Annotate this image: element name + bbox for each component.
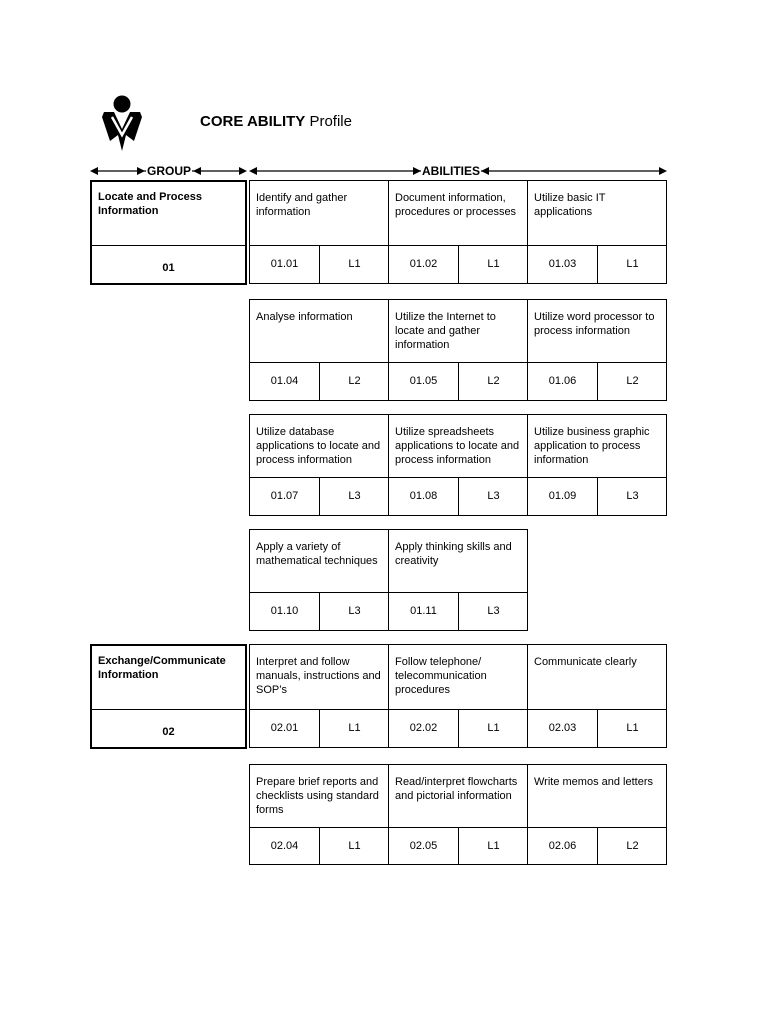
ability-description: Communicate clearly <box>534 656 637 668</box>
ability-level: L1 <box>348 840 361 852</box>
ability-description: Read/interpret flowcharts and pictorial information <box>395 776 518 802</box>
ability-code: 02.04 <box>270 840 299 852</box>
ability-cell <box>527 180 667 284</box>
ability-code: 01.05 <box>409 375 438 387</box>
ability-code: 02.03 <box>548 722 577 734</box>
ability-level: L3 <box>348 605 361 617</box>
abilities-header-label: ABILITIES <box>422 164 481 178</box>
group-name: Locate and Process Information <box>98 191 202 217</box>
ability-code: 02.02 <box>409 722 438 734</box>
ability-description: Prepare brief reports and checklists using standard forms <box>256 776 379 816</box>
ability-code: 02.06 <box>548 840 577 852</box>
ability-code: 01.02 <box>409 258 438 270</box>
ability-level: L2 <box>348 375 361 387</box>
ability-code: 01.03 <box>548 258 577 270</box>
abilities-header <box>249 164 667 178</box>
ability-cell <box>388 644 528 748</box>
group-box <box>90 644 247 749</box>
ability-cell <box>388 299 528 401</box>
ability-description: Utilize spreadsheets applications to locate and process information <box>395 426 520 466</box>
ability-level: L3 <box>626 490 639 502</box>
ability-cell <box>527 299 667 401</box>
ability-code: 01.08 <box>409 490 438 502</box>
ability-code: 01.01 <box>270 258 299 270</box>
ability-level: L1 <box>626 722 639 734</box>
ability-level: L1 <box>487 258 500 270</box>
ability-cell <box>249 180 389 284</box>
ability-code: 02.01 <box>270 722 299 734</box>
logo-icon <box>100 95 144 151</box>
ability-cell <box>249 529 389 631</box>
ability-description: Utilize word processor to process information <box>534 311 655 337</box>
ability-description: Write memos and letters <box>534 776 654 788</box>
ability-cell <box>388 180 528 284</box>
group-header <box>90 164 247 178</box>
group-divider <box>92 709 245 710</box>
ability-cell <box>527 644 667 748</box>
ability-code: 01.04 <box>270 375 299 387</box>
ability-cell <box>388 529 528 631</box>
ability-level: L1 <box>487 840 500 852</box>
ability-description: Interpret and follow manuals, instructions and SOP’s <box>256 656 381 696</box>
ability-description: Identify and gather information <box>256 192 348 218</box>
ability-code: 01.11 <box>410 605 437 617</box>
ability-description: Apply a variety of mathematical techniques <box>256 541 378 567</box>
ability-description: Analyse information <box>256 311 353 323</box>
group-header-label: GROUP <box>147 164 192 178</box>
ability-level: L3 <box>487 605 500 617</box>
ability-cell <box>388 764 528 865</box>
group-code: 02 <box>162 726 175 738</box>
group-box <box>90 180 247 285</box>
ability-code: 01.06 <box>548 375 577 387</box>
ability-cell <box>527 764 667 865</box>
ability-description: Document information, procedures or processes <box>395 192 517 218</box>
ability-code: 01.10 <box>270 605 299 617</box>
ability-description: Utilize the Internet to locate and gather information <box>395 311 496 351</box>
group-name: Exchange/Communicate Information <box>98 655 226 681</box>
page-title: CORE ABILITY Profile <box>200 113 352 130</box>
ability-cell <box>249 764 389 865</box>
ability-code: 01.09 <box>548 490 577 502</box>
ability-description: Apply thinking skills and creativity <box>395 541 512 567</box>
group-code: 01 <box>162 262 175 274</box>
ability-cell <box>249 644 389 748</box>
ability-cell <box>249 414 389 516</box>
group-divider <box>92 245 245 246</box>
ability-description: Utilize database applications to locate and process information <box>256 426 381 466</box>
ability-cell <box>527 414 667 516</box>
ability-level: L2 <box>626 375 639 387</box>
ability-description: Follow telephone/ telecommunication procedures <box>395 656 487 696</box>
ability-level: L1 <box>348 722 361 734</box>
ability-level: L3 <box>487 490 500 502</box>
ability-level: L1 <box>487 722 500 734</box>
ability-description: Utilize basic IT applications <box>534 192 606 218</box>
ability-code: 02.05 <box>409 840 438 852</box>
ability-level: L1 <box>626 258 639 270</box>
ability-level: L2 <box>626 840 639 852</box>
ability-level: L3 <box>348 490 361 502</box>
ability-code: 01.07 <box>270 490 299 502</box>
ability-cell <box>249 299 389 401</box>
ability-level: L2 <box>487 375 500 387</box>
ability-level: L1 <box>348 258 361 270</box>
ability-description: Utilize business graphic application to process information <box>534 426 650 466</box>
ability-cell <box>388 414 528 516</box>
